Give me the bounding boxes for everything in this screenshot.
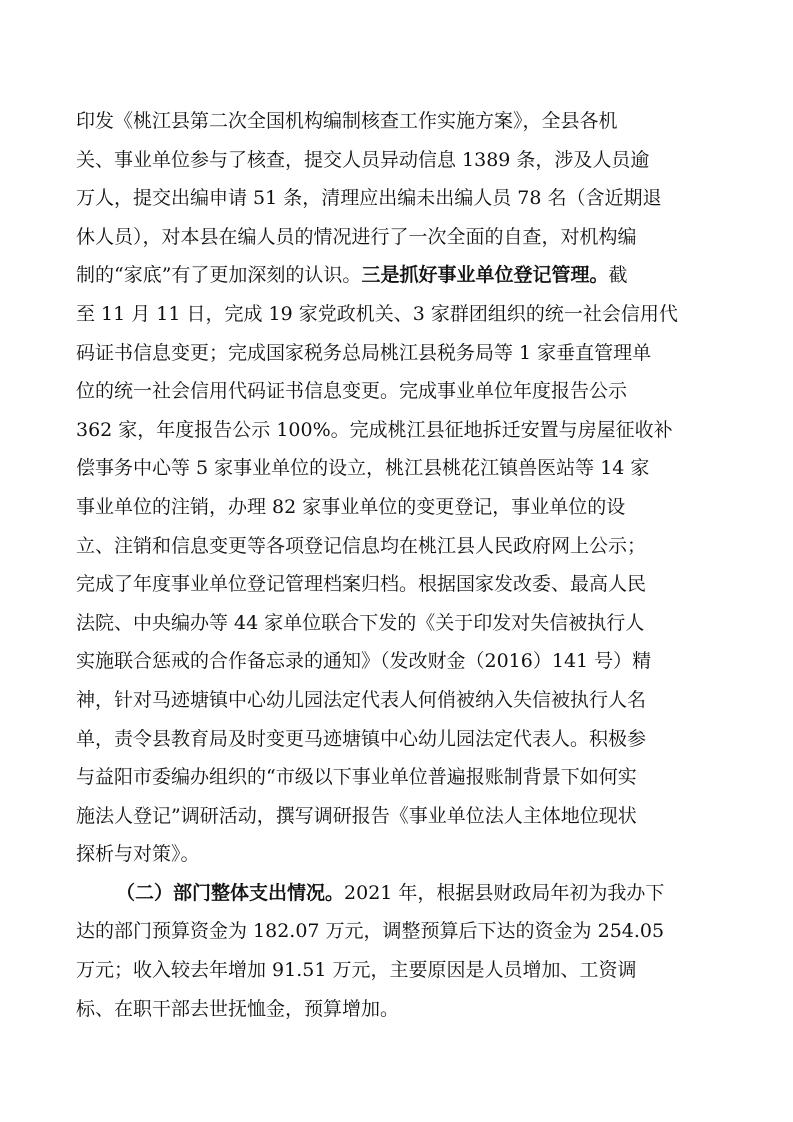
body-text-segment: 施法人登记”调研活动，撰写调研报告《事业单位法人主体地位现状 [76,804,637,827]
body-text-segment: 立、注销和信息变更等各项登记信息均在桃江县人民政府网上公示； [76,534,647,557]
text-line [76,642,726,681]
body-text-segment: 关、事业单位参与了核查，提交人员异动信息 1389 条，涉及人员逾 [76,148,650,171]
text-line [76,681,726,720]
text-line [76,565,726,604]
body-text-segment: 完成了年度事业单位登记管理档案归档。根据国家发改委、最高人民 [76,573,647,596]
body-text-segment: 截 [608,264,628,287]
body-text-segment: 神，针对马迹塘镇中心幼儿园法定代表人何俏被纳入失信被执行人名 [76,688,647,711]
text-line [76,797,726,836]
body-text-segment: 位的统一社会信用代码证书信息变更。完成事业单位年度报告公示 [76,380,628,403]
text-line [76,295,726,334]
body-text-segment: 达的部门预算资金为 182.07 万元，调整预算后下达的资金为 254.05 [76,920,665,943]
text-line [76,218,726,257]
text-line [76,179,726,218]
text-line [76,141,726,180]
text-line [76,990,726,1029]
body-text-segment: 偿事务中心等 5 家事业单位的设立，桃江县桃花江镇兽医站等 14 家 [76,457,650,480]
text-line [76,835,726,874]
text-line [76,256,726,295]
body-text-segment: 探析与对策》。 [76,843,200,866]
body-text-segment: 标、在职干部去世抚恤金，预算增加。 [76,997,400,1020]
text-line [76,604,726,643]
text-line [76,334,726,373]
bold-heading-text: 三是抓好事业单位登记管理。 [361,264,609,287]
body-text-segment: 印发《桃江县第二次全国机构编制核查工作实施方案》，全县各机 [76,110,618,132]
text-line [76,488,726,527]
body-text-segment: 与益阳市委编办组织的“市级以下事业单位普遍报账制背景下如何实 [76,766,637,789]
body-text-segment: 事业单位的注销，办理 82 家事业单位的变更登记，事业单位的设 [76,495,626,518]
bold-heading-text: （二）部门整体支出情况。 [116,881,345,904]
body-text-segment: 万人，提交出编申请 51 条，清理应出编未出编人员 78 名（含近期退 [76,187,662,210]
text-line [76,912,726,951]
text-line [76,951,726,990]
text-line [76,527,726,566]
body-text-segment: 休人员），对本县在编人员的情况进行了一次全面的自查，对机构编 [76,225,637,248]
text-line [76,372,726,411]
body-text-segment: 法院、中央编办等 44 家单位联合下发的《关于印发对失信被执行人 [76,611,645,634]
text-line [76,411,726,450]
body-text-segment: 万元；收入较去年增加 91.51 万元，主要原因是人员增加、工资调 [76,959,637,982]
body-text-segment: 制的“家底”有了更加深刻的认识。 [76,264,362,287]
body-text-segment: 码证书信息变更；完成国家税务总局桃江县税务局等 1 家垂直管理单 [76,341,652,364]
text-line [76,102,726,141]
text-line [76,874,726,913]
body-text [76,102,726,1028]
text-line [76,449,726,488]
text-line [76,758,726,797]
body-text-segment: 2021 年，根据县财政局年初为我办下 [344,881,665,904]
body-text-segment: 实施联合惩戒的合作备忘录的通知》（发改财金（2016）141 号）精 [76,650,652,673]
body-text-segment: 362 家，年度报告公示 100%。完成桃江县征地拆迁安置与房屋征收补 [76,418,673,441]
text-line [76,720,726,759]
body-text-segment: 单，责令县教育局及时变更马迹塘镇中心幼儿园法定代表人。积极参 [76,727,647,750]
body-text-segment: 至 11 月 11 日，完成 19 家党政机关、3 家群团组织的统一社会信用代 [76,302,678,325]
